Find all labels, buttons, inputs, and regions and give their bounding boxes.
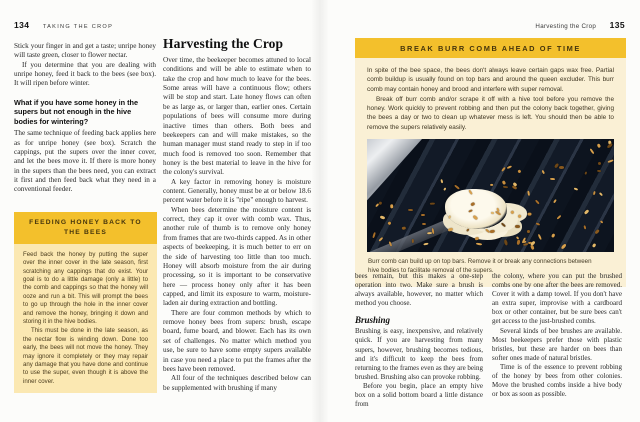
paragraph: Feed back the honey by putting the super over the inner cover in the late season, first scratching any cappings that do exist. Your goal is to do a little damage (only a little) to the comb and cappings so that the honey will ooze and run a bit. This will prompt the bees to go up through the hole in the inner cover and remove the honey, bringing it down and storing it in the hive bodies. xyxy=(23,250,148,325)
paragraph: the colony, where you can put the brushed combs one by one after the bees are removed. Cover it with a damp towel. If you don't have an extra super, improvise with a cardboard box or other container, but be sure bees can't get access to the just-brushed combs. xyxy=(492,272,622,326)
paragraph: The same technique of feeding back applies here as for unripe honey (see box). Scratch the cappings, put the supers over the inner cover, and let the bees move it. If there is more honey in the supers than the bees need, you can extract it first and then feed back what they need in a conventional feeder. xyxy=(14,129,156,194)
feature-box-feeding-honey xyxy=(14,212,157,393)
paragraph: bees remain, but this makes a one-step operation into two. Make sure a brush is always available, however, no matter which method you choose. xyxy=(355,272,483,308)
bee-graphic xyxy=(517,214,521,218)
subsection-heading: Brushing xyxy=(355,315,391,326)
paragraph: Several kinds of bee brushes are available. Most beekeepers prefer those with plastic bristles, but these are harder on bees than softer ones made of natural bristles. xyxy=(492,326,622,362)
paragraph: Over time, the beekeeper becomes attuned to local conditions and will be able to estimate when to take the crop and how much to leave for the bees. Some areas will have a continuous flow; others will be stop and start. Late honey flows can often be as large as, or larger than, earlier ones. Certain populations of bees will consume more during inactive times than others. Both bees and beekeepers can and will make mistakes, so the human manager must stand ready to step in if too much food is removed too soon. Remember that honey is the best material to leave in the hive for the colony's survival. xyxy=(163,56,311,177)
bee-graphic xyxy=(597,161,601,165)
feature-box-body xyxy=(355,58,626,287)
feature-box-title: BREAK BURR COMB AHEAD OF TIME xyxy=(355,38,626,58)
paragraph: Time is of the essence to prevent robbing of the honey by bees from other colonies. Move the brushed combs inside a hive body or box as soon as possible. xyxy=(492,362,622,399)
paragraph: There are four common methods by which to remove honey bees from supers: brush, escape board, fume board, and blower. Each has its own set of challenges. No matter which method you use, be sure to have some empty supers available in case you need a place to put the frames after the bees have been removed. xyxy=(163,308,311,373)
feature-box-body xyxy=(14,244,157,394)
right-page xyxy=(320,0,640,422)
paragraph: Brushing is easy, inexpensive, and relatively quick. If you are harvesting from many supers, however, brushing becomes tedious, and it's difficult to keep the bees from returning to the frames even as they are being brushed. Brushing also can provoke robbing. xyxy=(355,327,483,381)
right-page-column-1 xyxy=(355,272,483,409)
bee-graphic xyxy=(527,213,531,216)
paragraph: Before you begin, place an empty hive box on a solid bottom board a little distance from xyxy=(355,381,483,409)
photo-caption: Burr comb can build up on top bars. Remove it or break any connections between hive bodies to facilitate removal of the supers. xyxy=(368,257,592,274)
paragraph: Break off burr comb and/or scrape it off with a hive tool before you remove the honey. Work quickly to prevent robbing and then put the colony back together, giving the bees a day or two to clean up whatever mess is left. You should then be able to remove the supers relatively easily. xyxy=(367,95,614,131)
paragraph: All four of the techniques described below can be supplemented with brushing if many xyxy=(163,374,311,392)
bee-graphic xyxy=(515,225,520,228)
bee-graphic xyxy=(422,223,426,225)
running-head-left xyxy=(14,15,113,33)
question-heading: What if you have some honey in the supers but not enough in the hive bodies for wintering? xyxy=(14,97,139,126)
bee-graphic xyxy=(491,212,495,214)
paragraph: Stick your finger in and get a taste; unripe honey will taste green, closer to flower nectar. xyxy=(14,42,156,60)
paragraph: A key factor in removing honey is moisture content. Generally, honey must be at or below 18.6 percent water before it is "ripe" enough to harvest. xyxy=(163,177,311,205)
section-title: Harvesting the Crop xyxy=(163,36,284,51)
running-head-label: TAKING THE CROP xyxy=(42,24,114,30)
left-page-column-1 xyxy=(14,42,156,195)
page-number: 135 xyxy=(609,20,625,30)
bee-graphic xyxy=(526,229,530,232)
left-page-column-2 xyxy=(163,36,311,393)
paragraph: If you determine that you are dealing with unripe honey, feed it back to the bees (see box). It will ripen before winter. xyxy=(14,60,156,88)
bee-graphic xyxy=(390,204,393,208)
bee-graphic xyxy=(597,169,601,172)
paragraph: In spite of the bee space, the bees don't always leave certain gaps wax free. Partial comb buildup is usually found on top bars and around the queen excluder. This burr comb may contain honey and brood and interfere with super removal. xyxy=(367,67,614,93)
feature-box-title: FEEDING HONEY BACK TO THE BEES xyxy=(14,212,157,244)
right-page-column-2 xyxy=(492,272,622,399)
paragraph: When bees determine the moisture content is correct, they cap it over with comb wax. Thus, another rule of thumb is to remove only honey from frames that are two-thirds capped. As in other aspects of beekeeping, it is much better to err on the side of harvesting too little than too much. Honey will absorb moisture from the air during processing, so it is important to be conservative here — process honey only after it has been capped, and limit its exposure to warm, moisture-laden air during extraction and bottling. xyxy=(163,205,311,308)
page-gutter xyxy=(311,0,329,422)
feature-box-burr-comb xyxy=(355,38,626,287)
page-number: 134 xyxy=(14,20,30,30)
running-head-right xyxy=(535,15,625,33)
running-head-label: Harvesting the Crop xyxy=(535,23,597,30)
burr-comb-photo xyxy=(367,139,614,252)
paragraph: This must be done in the late season, as the nectar flow is winding down. Done too early, the bees will not move the honey. They may ignore it completely or they may repair any damage that you have done and continue to use the super, even though it is above the inner cover. xyxy=(23,327,148,385)
